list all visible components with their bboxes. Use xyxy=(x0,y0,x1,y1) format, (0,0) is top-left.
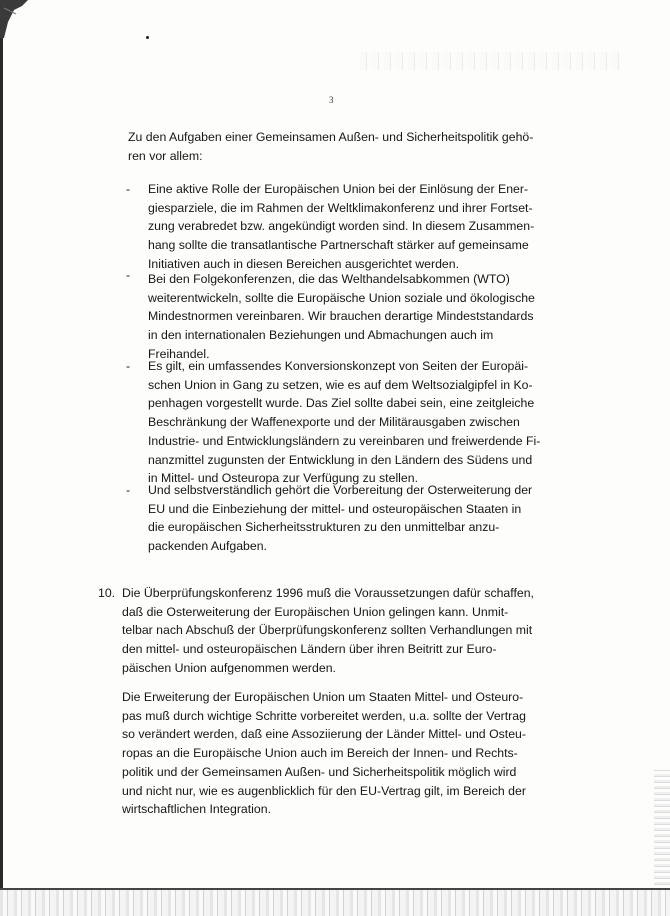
paragraph-line: wirtschaftlichen Integration. xyxy=(122,802,272,817)
bullet-line: schen Union in Gang zu setzen, wie es auf dem Weltsozialgipfel in Ko- xyxy=(148,377,533,392)
bullet-line: die europäischen Sicherheitsstrukturen zu den unmittelbar anzu- xyxy=(148,520,500,535)
scan-speck xyxy=(146,36,149,39)
paragraph-line: telbar nach Abschuß der Überprüfungskonferenz sollten Verhandlungen mit xyxy=(122,623,533,638)
scan-bottom-band xyxy=(0,888,670,916)
page-number: 3 xyxy=(329,95,334,105)
bullet-marker: - xyxy=(126,182,131,196)
paragraph-line: ropas an die Europäische Union auch im Bereich der Innen- und Rechts- xyxy=(122,746,518,761)
bullet-line: Es gilt, ein umfassendes Konversionskonzept von Seiten der Europäi- xyxy=(148,359,529,373)
bullet-line: hang sollte die transatlantische Partnerschaft stärker auf gemeinsame xyxy=(148,238,529,253)
bullet-line: in den internationalen Beziehungen und Abmachungen auch im xyxy=(148,328,494,343)
bullet-line: Initiativen auch in diesen Bereichen ausgerichtet werden. xyxy=(148,256,460,271)
intro-line: ren vor allem: xyxy=(128,148,203,163)
paragraph-line: politik und der Gemeinsamen Außen- und Sicherheitspolitik möglich wird xyxy=(122,764,517,779)
intro-paragraph xyxy=(128,128,533,165)
paragraph-line: Die Erweiterung der Europäischen Union um Staaten Mittel- und Osteuro- xyxy=(122,690,524,704)
bullet-line: penhagen vorgestellt wurde. Das Ziel sollte dabei sein, eine zeitgleiche xyxy=(148,396,535,411)
bullet-line: Freihandel. xyxy=(148,346,210,361)
scan-left-edge xyxy=(0,0,3,916)
bullet-line: Industrie- und Entwicklungsländern zu vereinbaren und freiwerdende Fi- xyxy=(148,433,541,448)
bullet-line: EU und die Einbeziehung der mittel- und osteuropäischen Staaten in xyxy=(148,501,522,516)
bullet-line: Bei den Folgekonferenzen, die das Welthandelsabkommen (WTO) xyxy=(148,272,510,286)
bullet-line: Beschränkung der Waffenexporte und der Militärausgaben zwischen xyxy=(148,415,520,430)
scan-corner-mark xyxy=(0,0,28,38)
bullet-line: Mindestnormen vereinbaren. Wir brauchen derartige Mindeststandards xyxy=(148,309,534,324)
paragraph-line: Die Überprüfungskonferenz 1996 muß die Voraussetzungen dafür schaffen, xyxy=(122,586,534,600)
bullet-line: packenden Aufgaben. xyxy=(148,539,267,554)
section-10-paragraph-2 xyxy=(122,688,526,819)
bullet-item-enlargement xyxy=(148,481,532,556)
paragraph-line: und nicht nur, wie es augenblicklich für den EU-Vertrag gilt, im Bereich der xyxy=(122,783,526,798)
bullet-marker: - xyxy=(126,359,131,373)
bullet-line: Eine aktive Rolle der Europäischen Union bei der Einlösung der Ener- xyxy=(148,182,529,196)
bullet-item-energy xyxy=(148,180,534,274)
paragraph-line: den mittel- und osteuropäischen Ländern über ihren Beitritt zur Euro- xyxy=(122,642,497,657)
section-number: 10. xyxy=(98,586,116,600)
paragraph-line: pas muß durch wichtige Schritte vorbereitet werden, u.a. sollte der Vertrag xyxy=(122,708,526,723)
bullet-line: zung verabredet bzw. angekündigt worden sind. In diesem Zusammen- xyxy=(148,219,535,234)
bullet-line: Und selbstverständlich gehört die Vorbereitung der Osterweiterung der xyxy=(148,483,533,497)
bullet-line: nanzmittel zugunsten der Entwicklung in den Ländern des Südens und xyxy=(148,452,533,467)
bullet-item-conversion xyxy=(148,357,540,488)
bullet-line: weiterentwickeln, sollte die Europäische Union soziale und ökologische xyxy=(148,290,535,305)
bullet-marker: - xyxy=(126,268,131,282)
paragraph-line: so verändert werden, daß eine Assoziierung der Länder Mittel- und Osteu- xyxy=(122,727,526,742)
bullet-line: in Mittel- und Osteuropa zur Verfügung zu stellen. xyxy=(148,471,418,486)
scan-top-noise xyxy=(360,52,620,70)
bullet-item-wto xyxy=(148,270,535,364)
paragraph-line: päischen Union aufgenommen werden. xyxy=(122,660,336,675)
paragraph-line: daß die Osterweiterung der Europäischen Union gelingen kann. Unmit- xyxy=(122,604,509,619)
bullet-line: giesparziele, die im Rahmen der Weltklimakonferenz und ihrer Fortset- xyxy=(148,200,533,215)
section-10-paragraph-1 xyxy=(122,584,534,678)
scan-right-noise xyxy=(654,770,670,890)
intro-line: Zu den Aufgaben einer Gemeinsamen Außen- und Sicherheitspolitik gehö- xyxy=(128,130,534,144)
bullet-marker: - xyxy=(126,483,131,497)
